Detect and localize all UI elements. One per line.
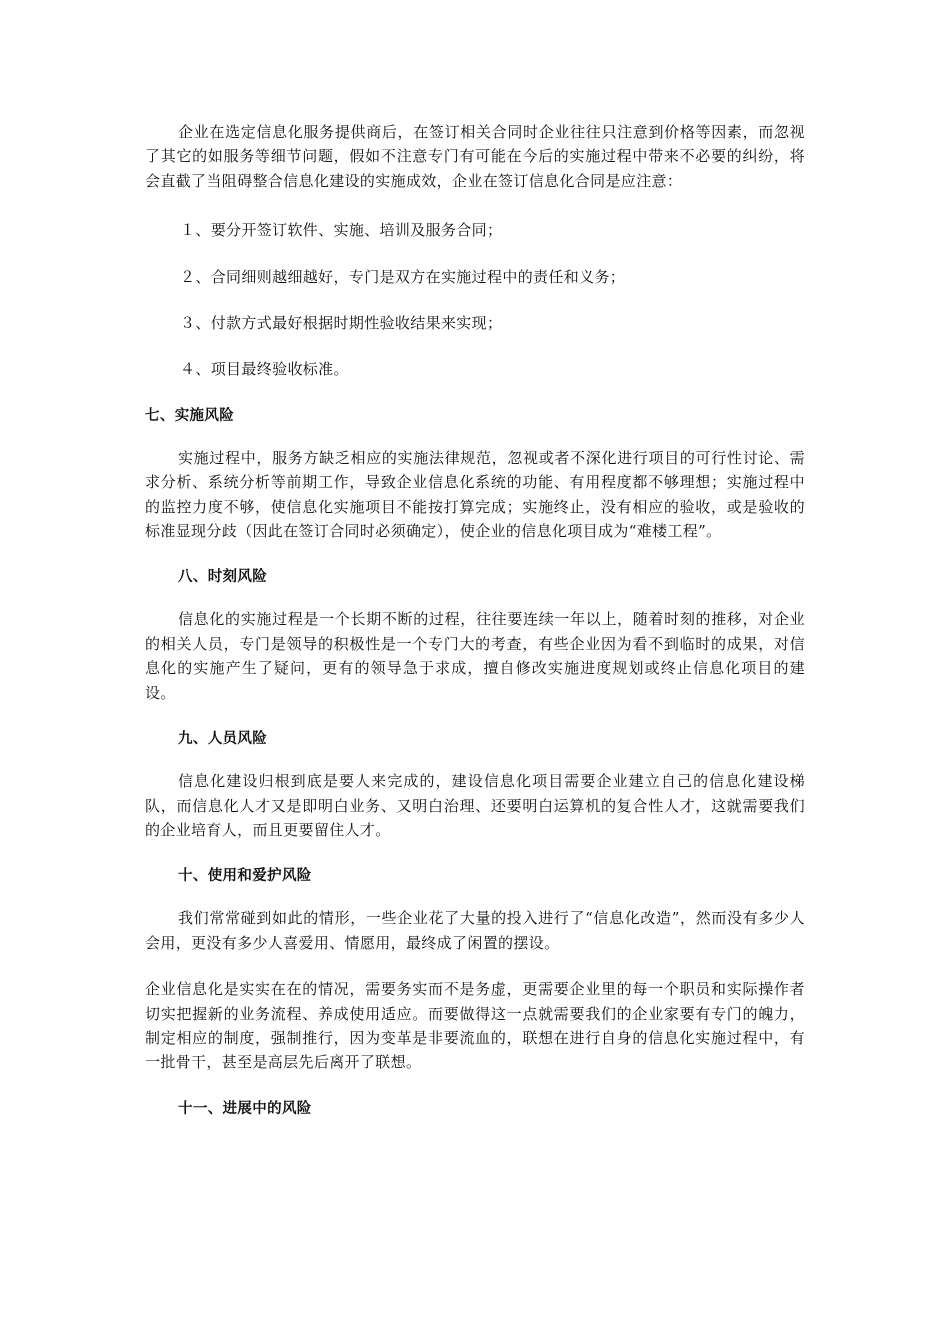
list-item: ３、付款方式最好根据时期性验收结果来实现； — [180, 314, 503, 333]
section-heading-11: 十一、进展中的风险 — [178, 1100, 312, 1117]
section-9-paragraph: 信息化建设归根到底是要人来完成的，建设信息化项目需要企业建立自己的信息化建设梯队，而信息化人才又是即明白业务、又明白治理、还要明白运算机的复合性人才，这就需要我们的企业培育人，而且更要留住人才。 — [145, 772, 805, 839]
section-8-paragraph: 信息化的实施过程是一个长期不断的过程，往往要连续一年以上，随着时刻的推移，对企业的相关人员，专门是领导的积极性是一个专门大的考查，有些企业因为看不到临时的成果，对信息化的实施产生了疑问，更有的领导急于求成，擅自修改实施进度规划或终止信息化项目的建设。 — [145, 610, 805, 702]
section-10-paragraph-2: 企业信息化是实实在在的情况，需要务实而不是务虚，更需要企业里的每一个职员和实际操作者切实把握新的业务流程、养成使用适应。而要做得这一点就需要我们的企业家要有专门的魄力，制定相应的制度，强制推行，因为变革是非要流血的，联想在进行自身的信息化实施过程中，有一批骨干，甚至是高层先后离开了联想。 — [145, 980, 805, 1072]
document-page — [145, 120, 805, 1121]
section-heading-9: 九、人员风险 — [178, 731, 268, 748]
list-item: １、要分开签订软件、实施、培训及服务合同； — [180, 221, 503, 240]
section-10-paragraph: 我们常常碰到如此的情形，一些企业花了大量的投入进行了“信息化改造”，然而没有多少人会用，更没有多少人喜爱用、情愿用，最终成了闲置的摆设。 — [145, 909, 805, 952]
section-heading-7: 七、实施风险 — [145, 407, 235, 424]
section-heading-8: 八、时刻风险 — [178, 569, 268, 586]
section-7-paragraph: 实施过程中，服务方缺乏相应的实施法律规范，忽视或者不深化进行项目的可行性讨论、需求分析、系统分析等前期工作，导致企业信息化系统的功能、有用程度都不够理想；实施过程中的监控力度不够，使信息化实施项目不能按打算完成；实施终止，没有相应的验收，或是验收的标准显现分歧（因此在签订合同时必须确定），使企业的信息化项目成为“难楼工程”。 — [145, 448, 805, 541]
intro-paragraph: 企业在选定信息化服务提供商后，在签订相关合同时企业往往只注意到价格等因素，而忽视了其它的如服务等细节问题，假如不注意专门有可能在今后的实施过程中带来不必要的纠纷，将会直截了当阻碍整合信息化建设的实施成效，企业在签订信息化合同是应注意： — [145, 123, 805, 190]
list-item: ４、项目最终验收标准。 — [180, 360, 349, 379]
section-heading-10: 十、使用和爱护风险 — [178, 868, 312, 885]
list-item: ２、合同细则越细越好，专门是双方在实施过程中的责任和义务； — [180, 267, 626, 286]
